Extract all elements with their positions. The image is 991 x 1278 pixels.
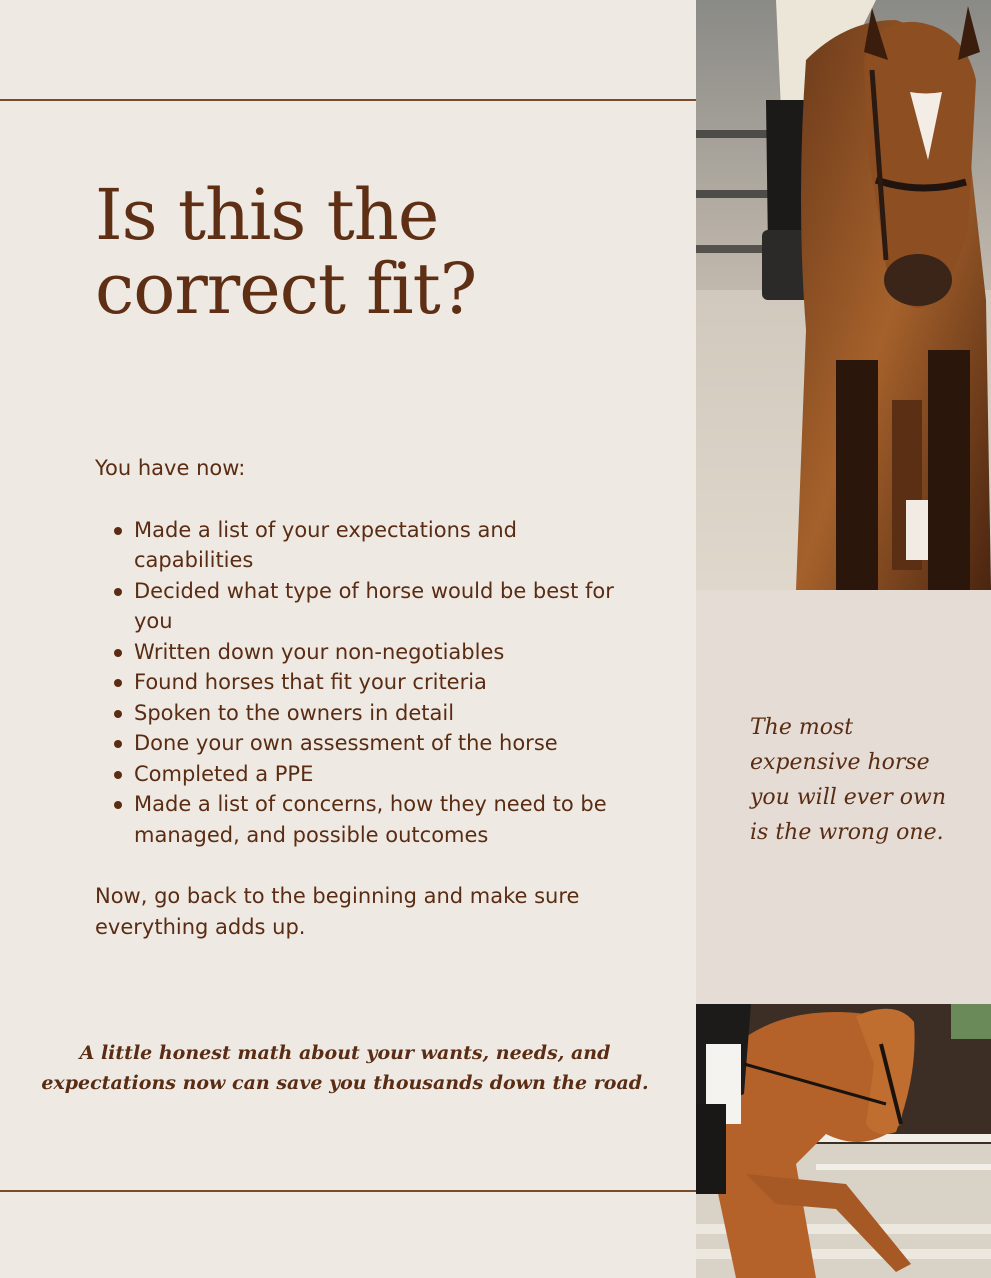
- intro-text: You have now:: [95, 456, 246, 480]
- horse-photo-bottom: [696, 1004, 991, 1278]
- title-line-2: correct fit?: [95, 248, 477, 330]
- side-quote: The most expensive horse you will ever own is the wrong one.: [750, 715, 946, 845]
- checklist-item: Decided what type of horse would be best for you: [134, 576, 615, 637]
- side-quote-panel: [696, 590, 991, 1004]
- title-line-1: Is this the: [95, 174, 439, 256]
- horse-photo-top: [696, 0, 991, 590]
- horse-front-illustration: [696, 0, 991, 590]
- checklist-item: Made a list of concerns, how they need to be managed, and possible outcomes: [134, 789, 615, 850]
- checklist-item: Found horses that fit your criteria: [134, 667, 615, 698]
- page-title: [95, 174, 477, 330]
- checklist-section: [95, 453, 615, 942]
- outro-text: Now, go back to the beginning and make sure everything adds up.: [95, 884, 580, 939]
- closing-quote: A little honest math about your wants, needs, and expectations now can save you thousands down the road.: [41, 1042, 649, 1094]
- checklist: [95, 515, 615, 851]
- checklist-item: Completed a PPE: [134, 759, 615, 790]
- bottom-divider: [0, 1190, 696, 1192]
- checklist-item: Spoken to the owners in detail: [134, 698, 615, 729]
- checklist-item: Written down your non-negotiables: [134, 637, 615, 668]
- top-divider: [0, 99, 696, 101]
- checklist-item: Done your own assessment of the horse: [134, 728, 615, 759]
- checklist-item: Made a list of your expectations and capabilities: [134, 515, 615, 576]
- dressage-horse-illustration: [696, 1004, 991, 1278]
